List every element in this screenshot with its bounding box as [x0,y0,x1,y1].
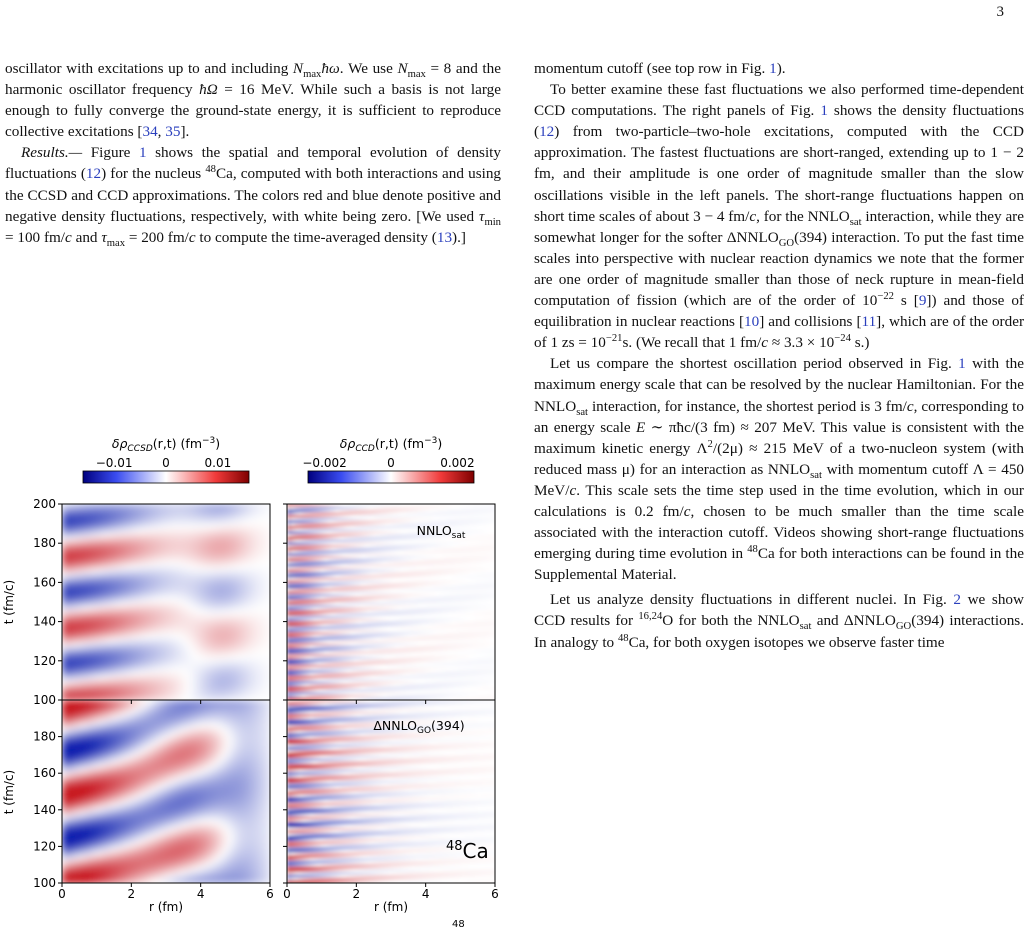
y-tick-label: 180 [33,730,56,744]
colorbar-ccd-bar [308,471,474,483]
figure-link[interactable]: 2 [953,591,961,608]
y-tick-label: 140 [33,803,56,817]
x-tick-label: 6 [491,887,499,901]
paragraph-basis: oscillator with excitations up to and including $N_{max}ħ\omega$. We use $N_{max} = 8$ and the harmonic oscillator frequency ħΩ = 16 MeV. While such a basis is not large enough to fully converge the ground-state energy, it is sufficient to reproduce collective excitations [34, 35]. [5,58,501,142]
colorbar-ccd-tick: −0.002 [302,456,346,470]
citation-link[interactable]: 35 [165,123,180,140]
x-tick-label: 0 [58,887,66,901]
nucleus-label: $^{48}$Ca [446,839,489,863]
y-tick-label: 100 [33,693,56,707]
y-tick-label: 160 [33,575,56,589]
results-runin: Results.— [21,144,91,161]
colorbar-ccd-label: $\delta\rho_{CCD}(r,t)$ $(fm^{-3})$ [340,436,442,454]
equation-link[interactable]: 13 [437,229,452,246]
y-tick-label: 140 [33,615,56,629]
x-tick-label: 0 [283,887,291,901]
left-column [5,58,501,248]
x-tick-label: 4 [422,887,430,901]
panel-label-nnlosat: $NNLO_{sat}$ [417,523,466,541]
right-column [534,58,1024,653]
colorbar-ccsd-tick: 0.01 [205,456,232,470]
paragraph-results: Results.— Figure 1 shows the spatial and temporal evolution of density fluctuations (12) for the nucleus $^{48}$Ca, computed with both interactions and using the CCSD and CCD approximations. The colors red and blue denote positive and negative density fluctuations, respectively, with white being zero. [We used $\tau_{min} = 100$ fm/c and $\tau_{max} = 200$ fm/c to compute the time-averaged density (13).] [5,142,501,247]
y-tick-label: 120 [33,839,56,853]
colorbar-ccd [302,436,474,483]
paragraph-energy-scale: Let us compare the shortest oscillation period observed in Fig. 1 with the maximum energy scale that can be resolved by the nuclear Hamiltonian. For the $NNLO_{sat}$ interaction, for instance, the shortest period is 3 fm/c, corresponding to an energy scale E ∼ πħc/(3 fm) ≈ 207 MeV. This value is consistent with the maximum kinetic energy $\Lambda^2/(2\mu) \approx 215$ MeV of a two-nucleon system (with reduced mass μ) for an interaction as $NNLO_{sat}$ with momentum cutoff Λ = 450 MeV/c. This scale sets the time step used in the time evolution, which in our calculations is 0.2 fm/c, chosen to be much smaller than the time scale associated with the interaction cutoff. Videos showing short-range fluctuations emerging during time evolution in $^{48}$Ca for both interactions can be found in the Supplemental Material. [534,353,1024,585]
x-axis-label-left: r (fm) [149,900,183,914]
page-number: 3 [997,4,1005,21]
figure-link[interactable]: 1 [139,144,147,161]
colorbar-ccd-tick: 0 [387,456,395,470]
figure-svg [0,388,510,927]
panel-label-dnnlogo: $\Delta NNLO_{GO}(394)$ [373,718,464,736]
equation-link[interactable]: 12 [86,165,101,182]
x-tick-label: 6 [266,887,274,901]
colorbar-ccd-tick: 0.002 [440,456,474,470]
x-tick-label: 2 [128,887,136,901]
equation-link[interactable]: 12 [539,123,554,140]
figure-link[interactable]: 1 [958,355,966,372]
colorbar-ccsd-bar [83,471,249,483]
figure-link[interactable]: 1 [820,102,828,119]
figure-link[interactable]: 1 [769,60,777,77]
citation-link[interactable]: 10 [744,313,759,330]
y-axis-label-bottom: t (fm/c) [2,770,16,814]
citation-link[interactable]: 11 [862,313,877,330]
y-tick-label: 120 [33,654,56,668]
x-tick-label: 4 [197,887,205,901]
paragraph-cutoff: momentum cutoff (see top row in Fig. 1). [534,58,1024,79]
x-axis-label-right: r (fm) [374,900,408,914]
colorbar-ccsd-label: $\delta\rho_{CCSD}(r,t)$ $(fm^{-3})$ [112,436,220,454]
figure-1 [0,388,510,927]
y-axis-label-top: t (fm/c) [2,580,16,624]
x-tick-label: 2 [353,887,361,901]
y-tick-label: 160 [33,766,56,780]
y-tick-label: 180 [33,536,56,550]
paragraph-other-nuclei: Let us analyze density fluctuations in different nuclei. In Fig. 2 we show CCD results for $^{16,24}$O for both the $NNLO_{sat}$ and $\Delta NNLO_{GO}(394)$ interactions. In analogy to $^{48}$Ca, for both oxygen isotopes we observe faster time [534,589,1024,652]
caption-fragment: 48 [452,919,465,927]
panel-ccsd-dnnlogo [62,700,271,884]
y-tick-label: 100 [33,876,56,890]
colorbar-ccsd [83,436,249,483]
paragraph-fast-fluctuations: To better examine these fast fluctuations we also performed time-dependent CCD computations. The right panels of Fig. 1 shows the density fluctuations (12) from two-particle–two-hole excitations, computed with the CCD approximation. The fastest fluctuations are short-ranged, extending up to 1 − 2 fm, and their amplitude is one order of magnitude smaller than the slow oscillations visible in the left panels. The short-range fluctuations happen on short time scales of about 3 − 4 fm/c, for the $NNLO_{sat}$ interaction, while they are somewhat longer for the softer $\Delta NNLO_{GO}(394)$ interaction. To put the fast time scales into perspective with nuclear reaction dynamics we note that the former are one order of magnitude smaller than those of neck rupture in mean-field computation of fission (which are of the order of $10^{-22}$ s [9]) and those of equilibration in nuclear reactions [10] and collisions [11], which are of the order of 1 zs = $10^{-21}s$. (We recall that 1 $fm/c \approx 3.3 \times 10^{-24}$ s.) [534,79,1024,353]
citation-link[interactable]: 9 [919,292,927,309]
y-tick-label: 200 [33,497,56,511]
colorbar-ccsd-tick: 0 [162,456,170,470]
citation-link[interactable]: 34 [142,123,157,140]
colorbar-ccsd-tick: −0.01 [96,456,133,470]
panel-ccsd-nnlosat [62,504,271,701]
